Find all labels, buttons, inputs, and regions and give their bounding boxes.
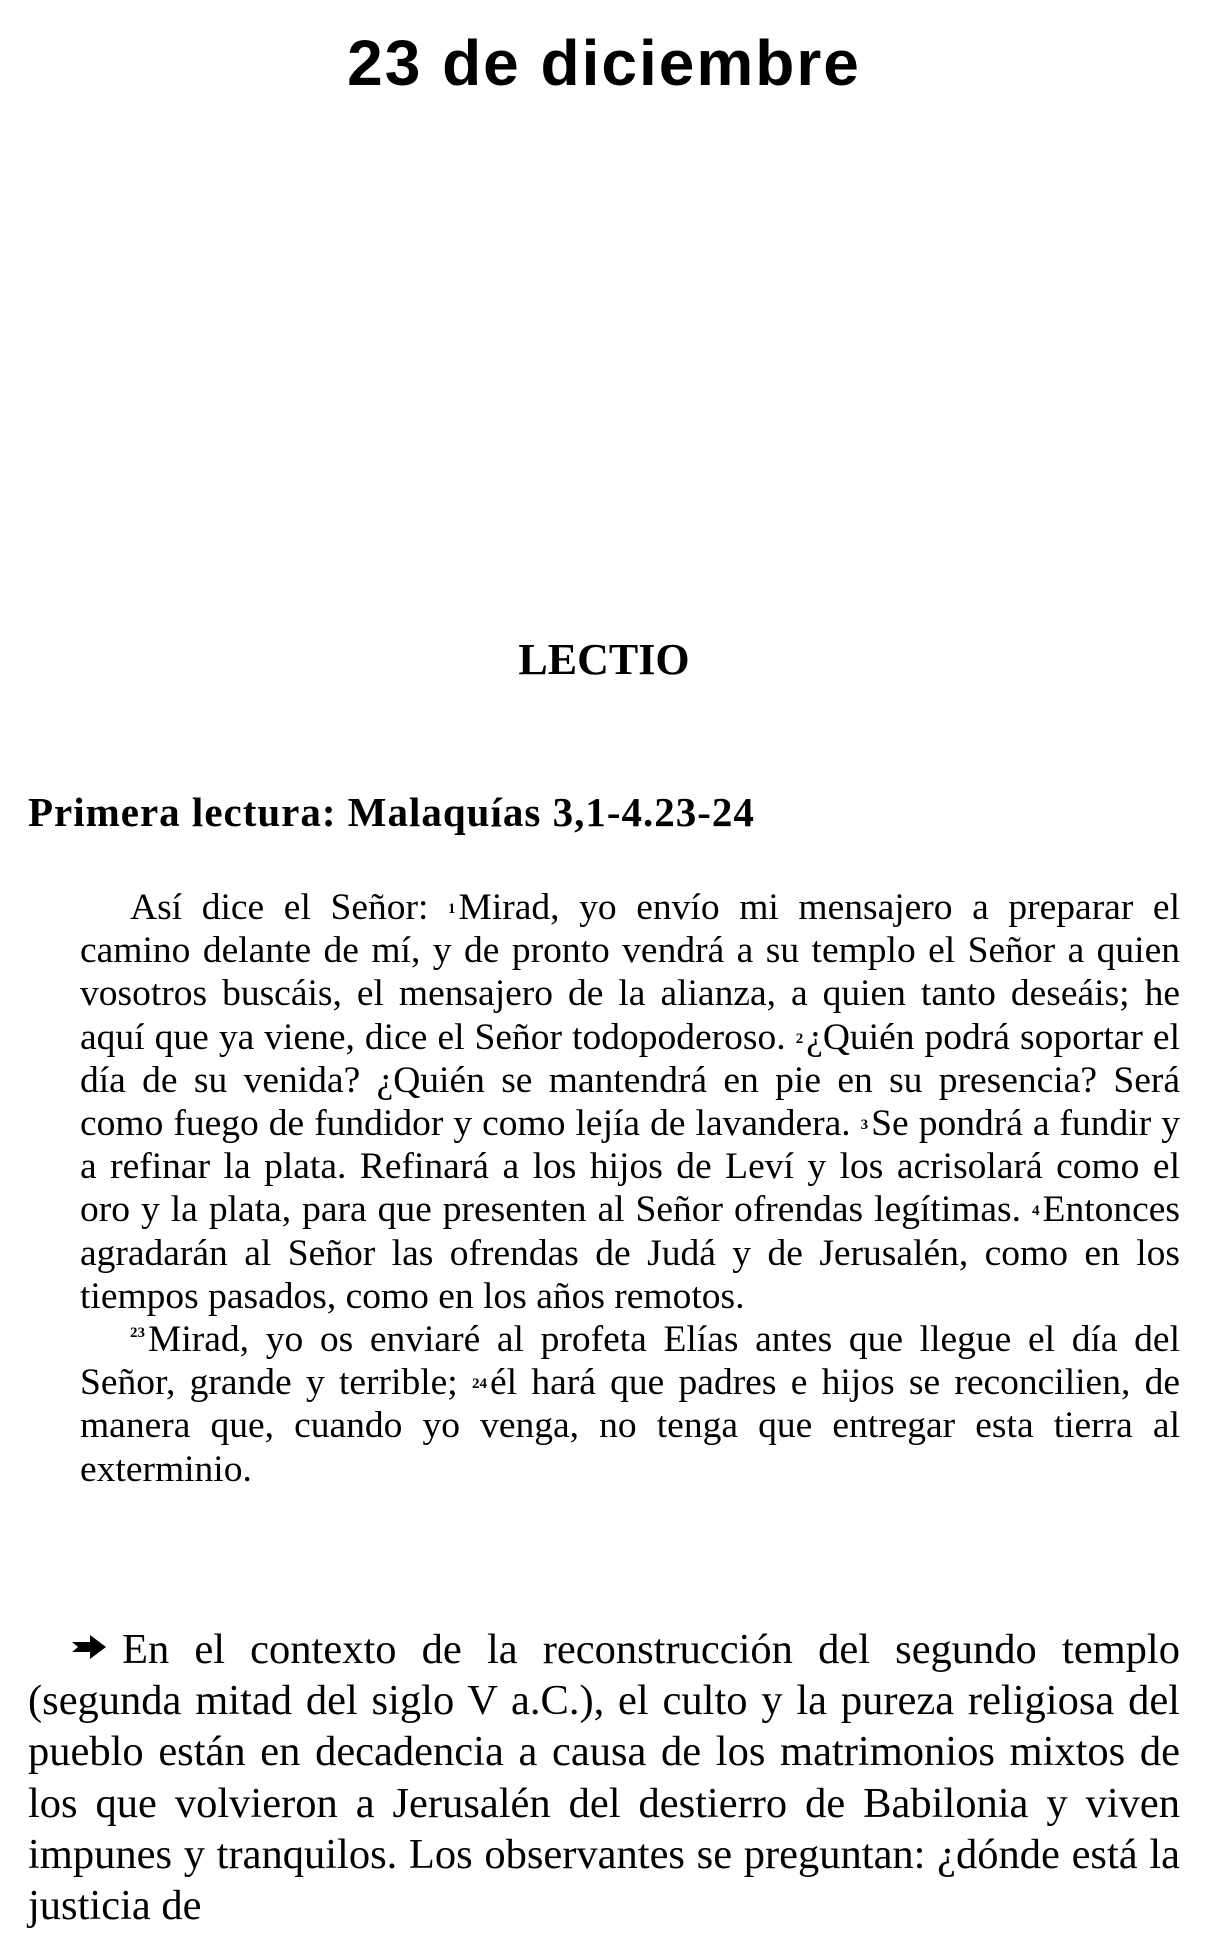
- verse-text: Entonces agradarán al Señor las ofrendas de Judá y de Jerusalén, como en los tiempos pasados, como en los años remotos.: [80, 1189, 1180, 1317]
- verse-number: 2: [795, 1030, 804, 1047]
- commentary-text: En el contexto de la reconstrucción del segundo templo (segunda mitad del siglo V a.C.), el culto y la pureza religiosa del pueblo están en decadencia a causa de los matrimonios mixtos de los que volvieron a Jerusalén del destierro de Babilonia y viven impunes y tranquilos. Los observantes se preguntan: ¿dónde está la justicia de: [28, 1626, 1180, 1930]
- reading-paragraph: [80, 1318, 1180, 1491]
- verse-number: 4: [1032, 1203, 1040, 1220]
- reading-text: [80, 886, 1180, 1491]
- right-arrow-icon: [70, 1633, 108, 1661]
- verse-number: 3: [860, 1117, 869, 1134]
- reading-paragraph: [80, 886, 1180, 1318]
- page-title: 23 de diciembre: [347, 27, 861, 99]
- commentary: [28, 1624, 1180, 1931]
- verse-text: Mirad, yo os enviaré al profeta Elías antes que llegue el día del Señor, grande y terrible;: [80, 1319, 1180, 1404]
- commentary-paragraph: [28, 1624, 1180, 1931]
- verse-text: él hará que padres e hijos se reconcilien, de manera que, cuando yo venga, no tenga que entregar esta tierra al exterminio.: [80, 1362, 1180, 1490]
- verse-number: 24: [471, 1376, 487, 1393]
- verse-text: ¿Quién podrá soportar el día de su venida? ¿Quién se mantendrá en pie en su presencia? Será como fuego de fundidor y como lejía de lavandera.: [80, 1016, 1180, 1145]
- section-heading: LECTIO: [518, 635, 690, 684]
- verse-text: Se pondrá a fundir y a refinar la plata. Refinará a los hijos de Leví y los acrisolará como el oro y la plata, para que presenten al Señor ofrendas legítimas.: [80, 1103, 1180, 1231]
- verse-text: Mirad, yo envío mi mensajero a preparar el camino delante de mí, y de pronto vendrá a su templo el Señor a quien vosotros buscáis, el mensajero de la alianza, a quien tanto deseáis; he aquí que ya viene, dice el Señor todopoderoso.: [80, 887, 1180, 1058]
- reading-heading: Primera lectura: Malaquías 3,1-4.23-24: [28, 789, 755, 835]
- reading-intro: Así dice el Señor:: [130, 887, 449, 928]
- verse-number: 1: [448, 901, 456, 917]
- verse-number: 23: [130, 1325, 145, 1342]
